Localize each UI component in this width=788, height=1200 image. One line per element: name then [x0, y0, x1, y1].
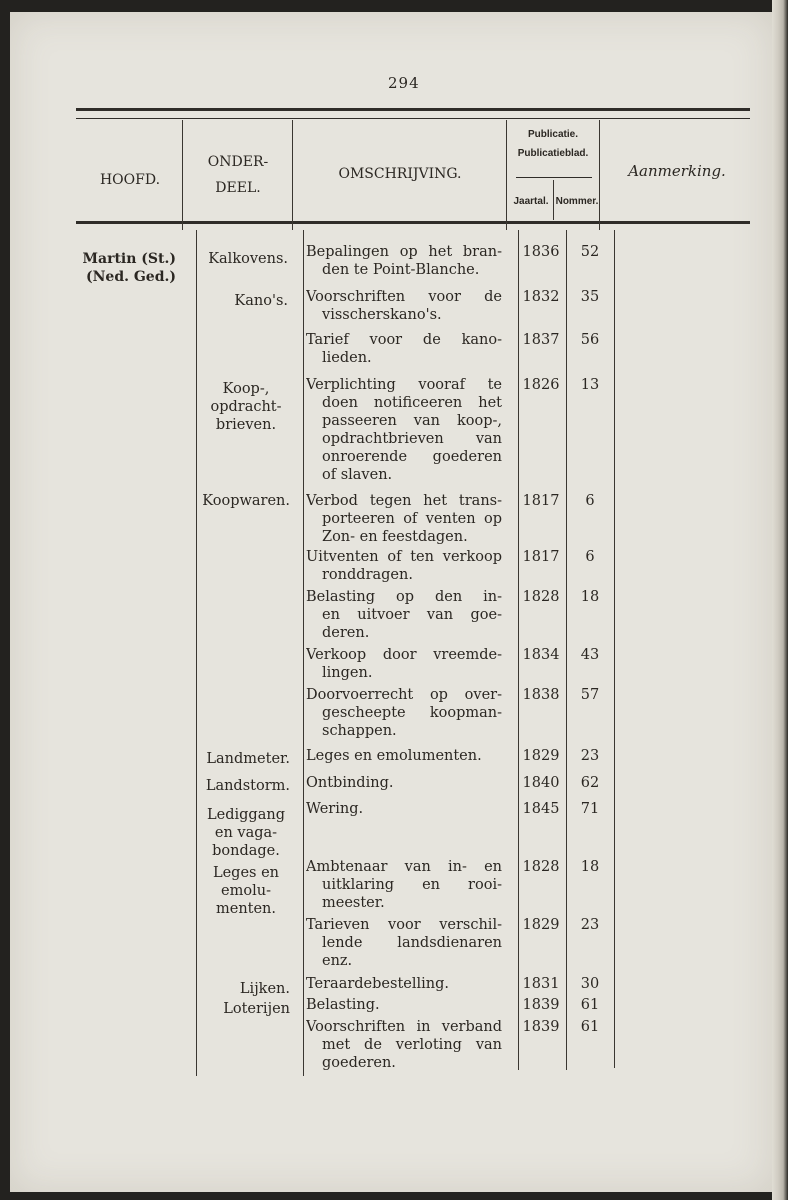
description-line: schappen.	[322, 723, 397, 739]
body-divider	[614, 230, 615, 1068]
number-cell: 30	[580, 976, 600, 992]
top-rule-thin	[76, 118, 750, 119]
description-line: Verkoop door vreemde-	[306, 647, 502, 663]
subdivision-koop: opdracht-	[210, 399, 282, 415]
description-line: Verbod tegen het trans-	[306, 493, 502, 509]
header-jaartal: Jaartal.	[513, 196, 549, 207]
number-cell: 6	[585, 493, 595, 509]
description-line: Bepalingen op het bran-	[306, 244, 502, 260]
year-cell: 1834	[522, 647, 560, 663]
header-divider	[182, 120, 183, 230]
subdivision-koop: brieven.	[215, 417, 277, 433]
number-cell: 62	[580, 775, 600, 791]
year-cell: 1831	[522, 976, 560, 992]
year-cell: 1817	[522, 549, 560, 565]
description-line: Ontbinding.	[306, 775, 394, 791]
description-line: uitklaring en rooi-	[322, 877, 502, 893]
description-line: Leges en emolumenten.	[306, 748, 482, 764]
description-line: Ambtenaar van in- en	[306, 859, 502, 875]
number-cell: 57	[580, 687, 600, 703]
description-line: Uitventen of ten verkoop	[306, 549, 502, 565]
hoofd-line-2: (Ned. Ged.)	[85, 269, 176, 285]
description-line: Voorschriften in verband	[306, 1019, 502, 1035]
description-line: onroerende goederen	[322, 449, 502, 465]
description-line: passeeren van koop-,	[322, 413, 502, 429]
year-cell: 1829	[522, 917, 560, 933]
header-publicatieblad: Publicatieblad.	[517, 148, 589, 159]
description-line: gescheepte koopman-	[322, 705, 502, 721]
subdivision-landmeter: Landmeter.	[206, 751, 290, 767]
description-line: opdrachtbrieven van	[322, 431, 502, 447]
number-cell: 13	[580, 377, 600, 393]
year-cell: 1839	[522, 1019, 560, 1035]
subdivision-koopwaren: Koopwaren.	[202, 493, 290, 509]
year-cell: 1828	[522, 589, 560, 605]
header-divider	[506, 120, 507, 230]
header-omschrijving: OMSCHRIJVING.	[338, 166, 462, 182]
number-cell: 56	[580, 332, 600, 348]
year-cell: 1839	[522, 997, 560, 1013]
subdivision-koop: Koop-,	[222, 381, 270, 397]
hoofd-line-1: Martin (St.)	[82, 251, 176, 267]
number-cell: 23	[580, 748, 600, 764]
number-cell: 61	[580, 997, 600, 1013]
page-edge	[772, 0, 788, 1200]
header-divider	[599, 120, 600, 230]
description-line: Voorschriften voor de	[306, 289, 502, 305]
description-line: Doorvoerrecht op over-	[306, 687, 502, 703]
number-cell: 43	[580, 647, 600, 663]
description-line: Belasting op den in-	[306, 589, 502, 605]
description-line: lende landsdienaren	[322, 935, 502, 951]
description-line: doen notificeeren het	[322, 395, 502, 411]
year-cell: 1817	[522, 493, 560, 509]
header-onderdeel-2: DEEL.	[215, 180, 261, 196]
description-line: meester.	[322, 895, 385, 911]
description-line: enz.	[322, 953, 353, 969]
number-cell: 18	[580, 589, 600, 605]
year-cell: 1829	[522, 748, 560, 764]
number-cell: 18	[580, 859, 600, 875]
header-nommer: Nommer.	[555, 196, 599, 207]
description-line: Zon- en feestdagen.	[322, 529, 468, 545]
description-line: Verplichting vooraf te	[306, 377, 502, 393]
subdivision-loterijen: Loterijen	[223, 1001, 290, 1017]
number-cell: 61	[580, 1019, 600, 1035]
header-onderdeel-1: ONDER-	[207, 154, 269, 170]
description-line: Teraardebestelling.	[306, 976, 449, 992]
description-line: goederen.	[322, 1055, 396, 1071]
number-cell: 52	[580, 244, 600, 260]
description-line: visscherskano's.	[322, 307, 442, 323]
subdivision-kanos: Kano's.	[234, 293, 288, 309]
subdivision-leges: menten.	[215, 901, 277, 917]
publicatie-underline	[516, 177, 592, 178]
description-line: met de verloting van	[322, 1037, 502, 1053]
subdivision-landstorm: Landstorm.	[205, 778, 290, 794]
description-line: Belasting.	[306, 997, 380, 1013]
description-line: Wering.	[306, 801, 364, 817]
year-cell: 1826	[522, 377, 560, 393]
year-cell: 1845	[522, 801, 560, 817]
description-line: porteeren of venten op	[322, 511, 502, 527]
description-line: Tarief voor de kano-	[306, 332, 502, 348]
year-cell: 1836	[522, 244, 560, 260]
subdivision-kalkovens: Kalkovens.	[208, 251, 288, 267]
description-line: of slaven.	[322, 467, 393, 483]
description-line: lingen.	[322, 665, 373, 681]
year-cell: 1828	[522, 859, 560, 875]
year-cell: 1837	[522, 332, 560, 348]
description-line: ronddragen.	[322, 567, 413, 583]
body-divider	[303, 230, 304, 1076]
description-line: en uitvoer van goe-	[322, 607, 502, 623]
number-cell: 35	[580, 289, 600, 305]
subdivision-lediggang: Lediggang	[207, 807, 285, 823]
body-divider	[196, 230, 197, 1076]
subdivision-leges: Leges en	[212, 865, 280, 881]
header-hoofd: HOOFD.	[99, 172, 161, 188]
description-line: deren.	[322, 625, 370, 641]
description-line: lieden.	[322, 350, 372, 366]
subdivision-lediggang: bondage.	[212, 843, 280, 859]
header-bottom-rule	[76, 221, 750, 224]
header-aanmerking: Aanmerking.	[628, 162, 726, 180]
number-cell: 71	[580, 801, 600, 817]
subdivision-lediggang: en vaga-	[214, 825, 278, 841]
number-cell: 6	[585, 549, 595, 565]
year-cell: 1840	[522, 775, 560, 791]
description-line: den te Point-Blanche.	[322, 262, 480, 278]
number-cell: 23	[580, 917, 600, 933]
subdivision-leges: emolu-	[221, 883, 271, 899]
header-divider	[292, 120, 293, 230]
header-publicatie: Publicatie.	[527, 129, 578, 140]
description-line: Tarieven voor verschil-	[306, 917, 502, 933]
subdivision-lijken: Lijken.	[239, 981, 290, 997]
top-rule	[76, 108, 750, 111]
year-cell: 1838	[522, 687, 560, 703]
year-cell: 1832	[522, 289, 560, 305]
page-number: 294	[388, 74, 420, 92]
